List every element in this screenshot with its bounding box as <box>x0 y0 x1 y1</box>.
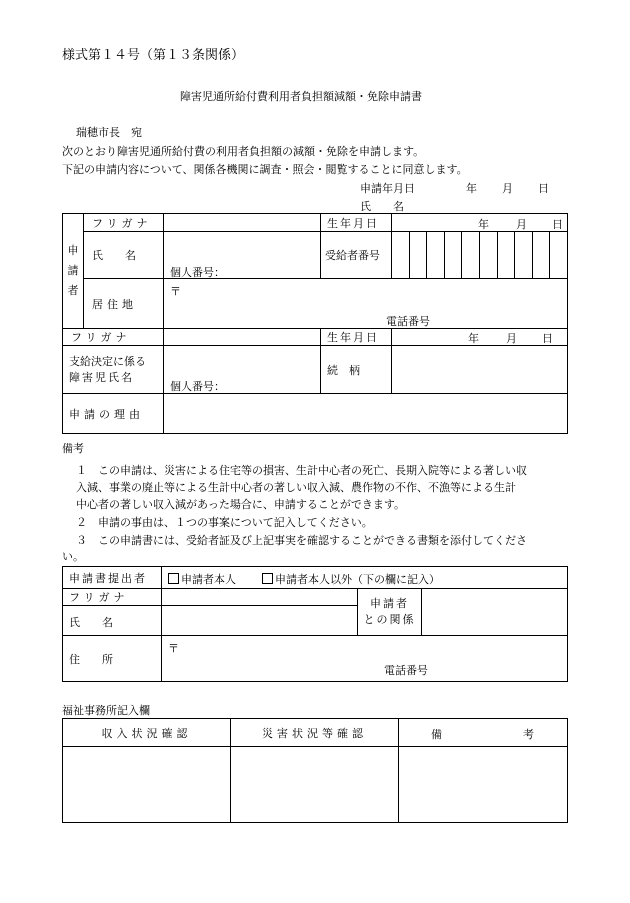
note-1-line-3: 中心者の著しい収入減があった場合に、申請することができます。 <box>76 498 406 511</box>
income-check-field[interactable] <box>63 747 231 823</box>
note-3-line-1: ３ この申請書には、受給者証及び上記事実を確認することができる書類を添付してくださ <box>76 534 527 547</box>
reason-field[interactable] <box>164 394 568 434</box>
signer-name-label: 氏 名 <box>360 200 404 213</box>
applicant-name-label: 氏 名 <box>84 232 164 279</box>
child-furigana-label: フリガナ <box>63 329 164 346</box>
note-1-line-1: １ この申請は、災害による住宅等の損害、生計中心者の死亡、長期入院等による著しい収 <box>76 464 527 477</box>
office-table <box>62 718 568 823</box>
applicant-furigana-field[interactable] <box>164 214 321 232</box>
recipient-number-boxes[interactable] <box>392 232 568 279</box>
relation-label: 続 柄 <box>321 346 392 394</box>
child-name-field[interactable] <box>164 346 321 394</box>
intro-line-2: 下記の申請内容について、関係各機関に調査・照会・閲覧することに同意します。 <box>62 163 468 176</box>
recipient-number-label: 受給者番号 <box>321 232 392 279</box>
reason-label: 申請の理由 <box>63 394 164 434</box>
applicant-address-label: 居住地 <box>84 279 164 329</box>
submitter-table <box>62 566 568 682</box>
note-3-line-2: い。 <box>62 550 84 563</box>
submitter-label: 申請書提出者 <box>63 567 162 589</box>
relation-to-applicant-label: 申請者 との関係 <box>358 589 422 636</box>
submitter-name-label: 氏 名 <box>63 606 162 636</box>
remarks-header: 備 考 <box>399 719 568 747</box>
applicant-dob-field[interactable]: 年 月 日 <box>392 214 568 232</box>
disaster-check-field[interactable] <box>231 747 399 823</box>
applicant-name-field[interactable] <box>164 232 321 279</box>
option-other-person[interactable]: 申請者本人以外（下の欄に記入） <box>262 571 440 587</box>
apply-year: 年 <box>466 182 477 195</box>
relation-to-applicant-field[interactable] <box>422 589 568 636</box>
submitter-address-label: 住 所 <box>63 636 162 682</box>
remarks-field[interactable] <box>399 747 568 823</box>
submitter-furigana-label: フリガナ <box>63 589 162 606</box>
intro-line-1: 次のとおり障害児通所給付費の利用者負担額の減額・免除を申請します。 <box>62 145 425 158</box>
child-name-label: 支給決定に係る 障害児氏名 <box>63 346 164 394</box>
child-furigana-field[interactable] <box>164 329 321 346</box>
checkbox-self[interactable] <box>168 573 179 584</box>
applicant-address-field[interactable]: 〒 電話番号 <box>164 279 568 329</box>
apply-date-label: 申請年月日 <box>360 182 415 195</box>
notes-heading: 備考 <box>62 442 84 455</box>
applicant-furigana-label: フリガナ <box>84 214 164 232</box>
addressee: 瑞穂市長 宛 <box>76 126 142 139</box>
checkbox-other[interactable] <box>262 573 273 584</box>
submitter-address-field[interactable]: 〒 電話番号 <box>162 636 568 682</box>
applicant-dob-label: 生年月日 <box>321 214 392 232</box>
apply-month: 月 <box>502 182 513 195</box>
document-title: 障害児通所給付費利用者負担額減額・免除申請書 <box>180 90 422 103</box>
option-applicant-self[interactable]: 申請者本人 <box>168 571 236 587</box>
child-my-number-label: 個人番号： <box>170 380 225 393</box>
submitter-furigana-field[interactable] <box>162 589 358 606</box>
relation-field[interactable] <box>392 346 568 394</box>
disaster-check-header: 災害状況等確認 <box>231 719 399 747</box>
office-heading: 福祉事務所記入欄 <box>62 704 150 717</box>
income-check-header: 収入状況確認 <box>63 719 231 747</box>
applicant-table <box>62 213 568 434</box>
submitter-name-field[interactable] <box>162 606 358 636</box>
note-2: ２ 申請の事由は、１つの事案について記入してください。 <box>76 516 373 529</box>
applicant-phone-label: 電話番号 <box>386 315 430 328</box>
submitter-options <box>162 567 568 589</box>
note-1-line-2: 入減、事業の廃止等による生計中心者の著しい収入減、農作物の不作、不漁等による生計 <box>76 481 516 494</box>
child-dob-label: 生年月日 <box>321 329 392 346</box>
applicant-side-label: 申 請 者 <box>63 214 84 329</box>
form-number: 様式第１４号（第１３条関係） <box>62 48 245 63</box>
applicant-my-number-label: 個人番号： <box>170 266 225 279</box>
child-dob-field[interactable]: 年 月 日 <box>392 329 568 346</box>
submitter-phone-label: 電話番号 <box>384 664 428 677</box>
apply-day: 日 <box>538 182 549 195</box>
